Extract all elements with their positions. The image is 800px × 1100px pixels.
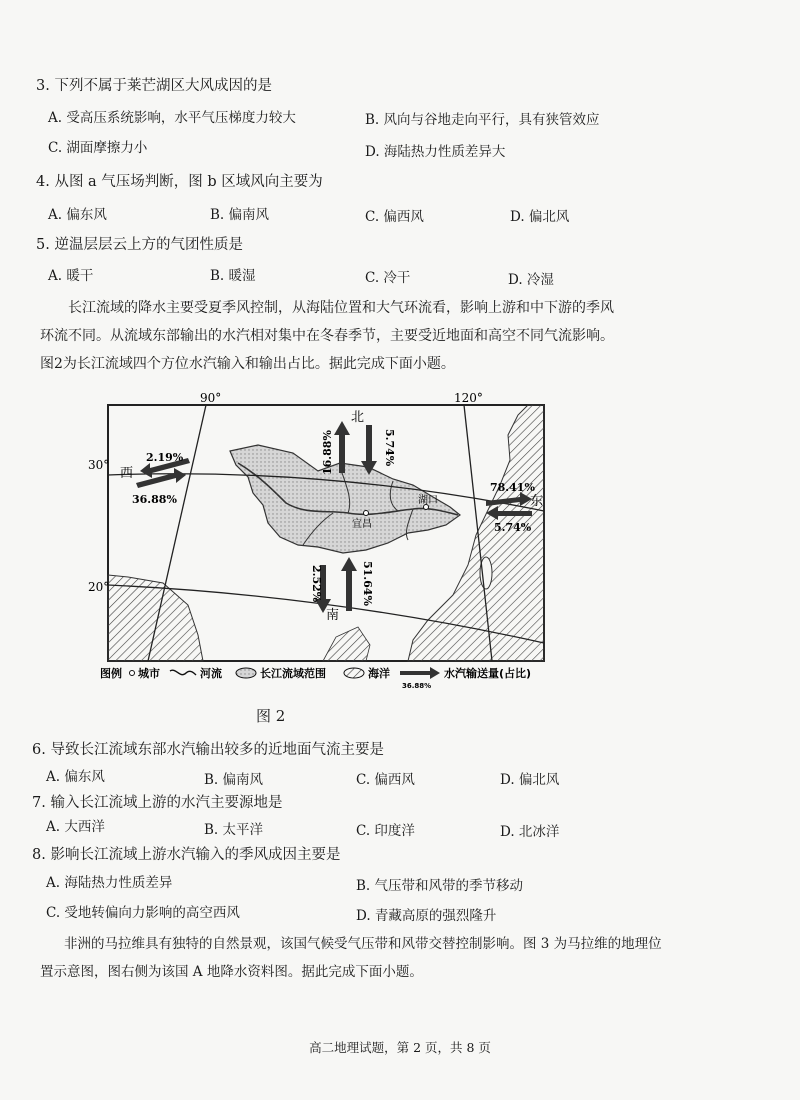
q8-stem: 8. 影响长江流域上游水汽输入的季风成因主要是 — [32, 847, 341, 863]
q4-stem: 4. 从图 a 气压场判断，图 b 区域风向主要为 — [36, 174, 323, 190]
q3-option-c: C. 湖面摩擦力小 — [48, 140, 148, 156]
label-lat-30: 30° — [88, 458, 110, 472]
arrow-north-in-shaft — [366, 425, 372, 463]
q7-option-d: D. 北冰洋 — [500, 824, 560, 840]
q6-option-d: D. 偏北风 — [500, 772, 560, 788]
legend-basin-symbol — [236, 668, 256, 678]
legend-title: 图例 — [100, 667, 122, 680]
q5-option-b: B. 暖湿 — [210, 268, 256, 284]
q7-option-c: C. 印度洋 — [356, 823, 415, 839]
passage-yangtze — [40, 294, 760, 378]
q8-option-b: B. 气压带和风带的季节移动 — [356, 878, 524, 894]
q4-option-c: C. 偏西风 — [365, 209, 424, 225]
q8-option-a: A. 海陆热力性质差异 — [46, 875, 173, 891]
q7-option-b: B. 太平洋 — [204, 822, 264, 838]
legend-ocean-symbol — [344, 668, 364, 678]
passage-yangtze-line-2: 环流不同。从流域东部输出的水汽相对集中在冬春季节，主要受近地面和高空不同气流影响。 — [40, 328, 614, 344]
label-south: 南 — [326, 608, 340, 623]
q3-stem: 3. 下列不属于莱芒湖区大风成因的是 — [36, 78, 272, 94]
q3-option-d: D. 海陆热力性质差异大 — [365, 144, 506, 160]
q7-option-a: A. 大西洋 — [46, 819, 105, 835]
q6-option-b: B. 偏南风 — [204, 772, 264, 788]
label-north-out: 16.88% — [321, 430, 334, 475]
map-legend — [100, 666, 531, 690]
label-hukou: 湖口 — [418, 495, 438, 506]
legend-ocean: 海洋 — [368, 667, 390, 680]
legend-vapor-sample: 36.88% — [402, 682, 432, 690]
q7-stem: 7. 输入长江流域上游的水汽主要源地是 — [32, 795, 283, 811]
legend-basin: 长江流域范围 — [260, 667, 326, 680]
legend-vapor: 水汽输送量(占比) — [444, 667, 532, 680]
q5-option-d: D. 冷湿 — [508, 272, 554, 288]
passage-malawi-line-1: 非洲的马拉维具有独特的自然景观，该国气候受气压带和风带交替控制影响。图 3 为马拉维的地理位 — [64, 936, 662, 952]
page-footer: 高二地理试题，第 2 页，共 8 页 — [309, 1040, 491, 1055]
q3-option-b: B. 风向与谷地走向平行，具有狭管效应 — [365, 112, 600, 128]
passage-yangtze-line-3: 图2为长江流域四个方位水汽输入和输出占比。据此完成下面小题。 — [40, 356, 455, 372]
arrow-north-out-shaft — [339, 433, 345, 473]
yangtze-vapor-map — [88, 391, 544, 693]
label-lon-120: 120° — [454, 391, 483, 405]
label-south-in: 51.64% — [361, 561, 374, 606]
legend-city: 城市 — [138, 667, 160, 680]
label-west: 西 — [120, 466, 134, 481]
q6-option-a: A. 偏东风 — [46, 769, 105, 785]
legend-city-symbol — [130, 671, 135, 676]
q3-option-a: A. 受高压系统影响，水平气压梯度力较大 — [48, 110, 296, 126]
legend-river: 河流 — [200, 667, 222, 680]
label-east-out: 78.41% — [490, 481, 535, 494]
label-lon-90: 90° — [200, 391, 222, 405]
label-north: 北 — [351, 410, 365, 425]
q8-option-c: C. 受地转偏向力影响的高空西风 — [46, 905, 240, 921]
q4-option-b: B. 偏南风 — [210, 207, 270, 223]
q6-stem: 6. 导致长江流域东部水汽输出较多的近地面气流主要是 — [32, 742, 384, 758]
legend-river-symbol — [170, 670, 196, 675]
city-yichang — [364, 511, 369, 516]
q4-option-d: D. 偏北风 — [510, 209, 570, 225]
q4-option-a: A. 偏东风 — [48, 207, 107, 223]
label-south-out: 2.52% — [310, 565, 323, 603]
q5-option-c: C. 冷干 — [365, 270, 411, 286]
label-west-out: 2.19% — [146, 451, 184, 464]
label-north-in: 5.74% — [383, 429, 396, 467]
label-east-in: 5.74% — [494, 521, 532, 534]
q8-option-d: D. 青藏高原的强烈隆升 — [356, 908, 497, 924]
label-east: 东 — [530, 494, 544, 509]
q6-option-c: C. 偏西风 — [356, 772, 415, 788]
arrow-south-in-shaft — [346, 569, 352, 611]
label-lat-20: 20° — [88, 580, 110, 594]
q5-stem: 5. 逆温层层云上方的气团性质是 — [36, 237, 243, 253]
passage-yangtze-line-1: 长江流域的降水主要受夏季风控制，从海陆位置和大气环流看，影响上游和中下游的季风 — [68, 300, 614, 316]
passage-malawi — [40, 930, 760, 986]
legend-vapor-arrow — [400, 667, 440, 679]
label-west-in: 36.88% — [132, 493, 177, 506]
label-yichang: 宜昌 — [352, 519, 372, 530]
figure-caption: 图 2 — [256, 707, 286, 725]
q5-option-a: A. 暖干 — [48, 268, 94, 284]
passage-malawi-line-2: 置示意图，图右侧为该国 A 地降水资料图。据此完成下面小题。 — [40, 964, 423, 980]
